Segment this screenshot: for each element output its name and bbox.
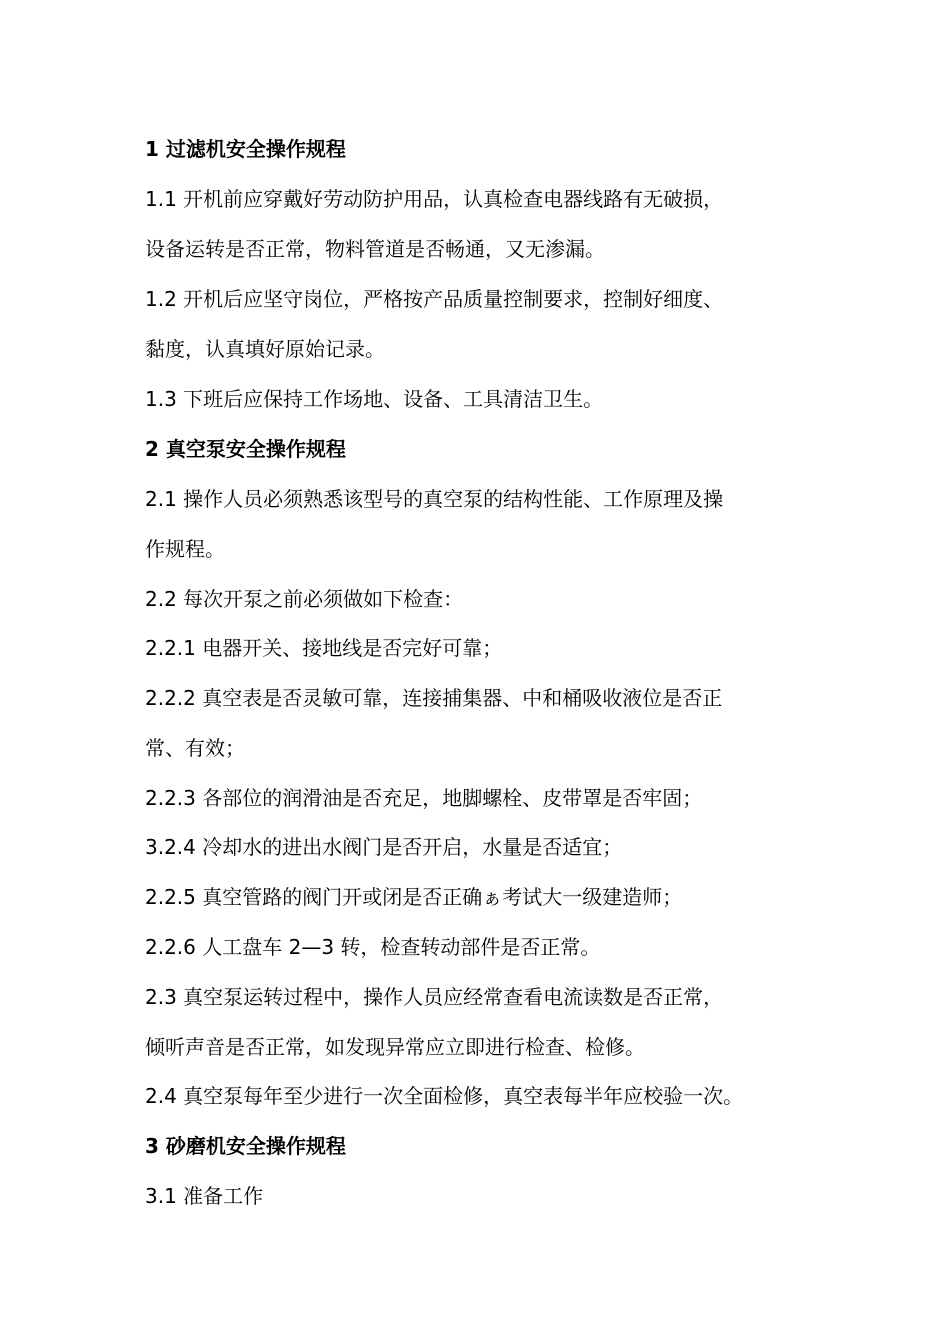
paragraph-line: 2.3 真空泵运转过程中，操作人员应经常查看电流读数是否正常， <box>145 985 724 1009</box>
paragraph-line: 1.1 开机前应穿戴好劳动防护用品，认真检查电器线路有无破损， <box>145 187 724 211</box>
paragraph-line: 倾听声音是否正常，如发现异常应立即进行检查、检修。 <box>145 1035 645 1059</box>
paragraph-line: 2.2.3 各部位的润滑油是否充足，地脚螺栓、皮带罩是否牢固； <box>145 786 703 810</box>
heading-vacuum-pump: 2 真空泵安全操作规程 <box>145 437 346 461</box>
paragraph-line: 设备运转是否正常，物料管道是否畅通，又无渗漏。 <box>145 237 605 261</box>
paragraph-line: 2.4 真空泵每年至少进行一次全面检修，真空表每半年应校验一次。 <box>145 1084 744 1108</box>
paragraph-line: 1.3 下班后应保持工作场地、设备、工具清洁卫生。 <box>145 387 604 411</box>
paragraph-line: 3.1 准备工作 <box>145 1184 264 1208</box>
paragraph-line: 1.2 开机后应坚守岗位，严格按产品质量控制要求，控制好细度、 <box>145 287 724 311</box>
paragraph-line: 黏度，认真填好原始记录。 <box>145 337 385 361</box>
heading-filter-safety: 1 过滤机安全操作规程 <box>145 137 346 161</box>
paragraph-line: 2.1 操作人员必须熟悉该型号的真空泵的结构性能、工作原理及操 <box>145 487 724 511</box>
paragraph-line: 2.2.2 真空表是否灵敏可靠，连接捕集器、中和桶吸收液位是否正 <box>145 686 723 710</box>
paragraph-line: 作规程。 <box>145 537 225 561</box>
paragraph-line: 2.2.6 人工盘车 2—3 转，检查转动部件是否正常。 <box>145 935 601 959</box>
heading-sand-mill: 3 砂磨机安全操作规程 <box>145 1134 346 1158</box>
paragraph-line: 常、有效； <box>145 736 245 760</box>
paragraph-line: 2.2.5 真空管路的阀门开或闭是否正确ぁ考试大一级建造师； <box>145 885 683 909</box>
paragraph-line: 2.2.1 电器开关、接地线是否完好可靠； <box>145 636 503 660</box>
paragraph-line: 3.2.4 冷却水的进出水阀门是否开启，水量是否适宜； <box>145 835 623 859</box>
paragraph-line: 2.2 每次开泵之前必须做如下检查： <box>145 587 464 611</box>
